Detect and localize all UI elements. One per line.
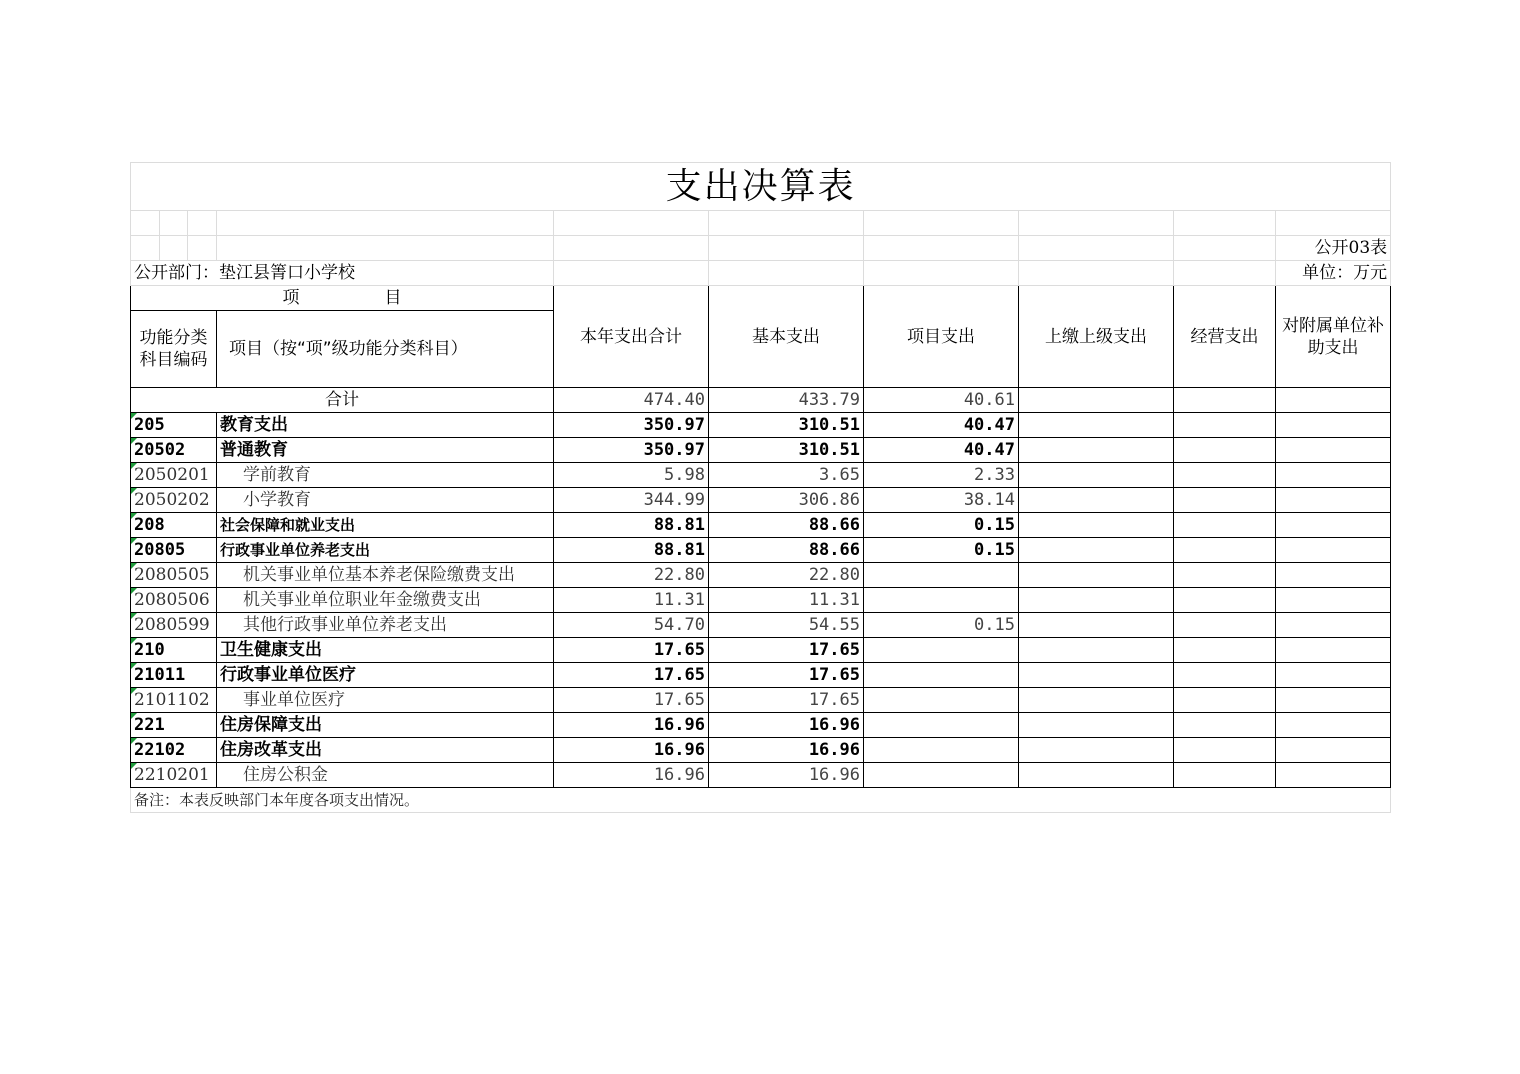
row-name: 社会保障和就业支出 [217, 513, 554, 538]
row-business [1174, 463, 1276, 488]
row-basic: 16.96 [709, 738, 864, 763]
row-basic: 11.31 [709, 588, 864, 613]
total-header: 本年支出合计 [554, 286, 709, 388]
row-subsidy [1276, 613, 1391, 638]
table-row [131, 738, 1391, 763]
row-upper [1019, 488, 1174, 513]
basic-header: 基本支出 [709, 286, 864, 388]
unit-label: 单位：万元 [1276, 261, 1391, 286]
row-basic: 17.65 [709, 688, 864, 713]
expenditure-sheet [130, 162, 1390, 813]
row-business [1174, 688, 1276, 713]
row-name: 住房改革支出 [217, 738, 554, 763]
row-subsidy [1276, 513, 1391, 538]
row-basic: 54.55 [709, 613, 864, 638]
row-project [864, 688, 1019, 713]
row-total: 16.96 [554, 713, 709, 738]
row-name: 住房保障支出 [217, 713, 554, 738]
row-total: 344.99 [554, 488, 709, 513]
row-total: 17.65 [554, 638, 709, 663]
row-upper [1019, 563, 1174, 588]
row-upper [1019, 663, 1174, 688]
item-group-header: 项 目 [131, 286, 554, 311]
row-code: 20502 [131, 438, 217, 463]
row-total: 88.81 [554, 538, 709, 563]
table-row [131, 463, 1391, 488]
row-code: 21011 [131, 663, 217, 688]
row-name: 事业单位医疗 [217, 688, 554, 713]
row-name: 行政事业单位养老支出 [217, 538, 554, 563]
row-upper [1019, 513, 1174, 538]
department-label: 公开部门：垫江县箐口小学校 [131, 261, 554, 286]
row-subsidy [1276, 738, 1391, 763]
row-project: 2.33 [864, 463, 1019, 488]
row-project: 40.47 [864, 438, 1019, 463]
row-subsidy [1276, 538, 1391, 563]
row-total: 54.70 [554, 613, 709, 638]
row-name: 行政事业单位医疗 [217, 663, 554, 688]
row-subsidy [1276, 638, 1391, 663]
row-name: 普通教育 [217, 438, 554, 463]
table-row [131, 713, 1391, 738]
row-project: 0.15 [864, 538, 1019, 563]
row-basic: 17.65 [709, 638, 864, 663]
row-subsidy [1276, 588, 1391, 613]
row-basic: 88.66 [709, 513, 864, 538]
row-subsidy [1276, 663, 1391, 688]
row-total: 17.65 [554, 663, 709, 688]
row-name: 机关事业单位基本养老保险缴费支出 [217, 563, 554, 588]
row-basic: 310.51 [709, 438, 864, 463]
page-title: 支出决算表 [131, 163, 1391, 211]
row-code: 2080505 [131, 563, 217, 588]
expenditure-table [130, 162, 1391, 813]
row-total: 16.96 [554, 763, 709, 788]
form-number: 公开03表 [1276, 236, 1391, 261]
table-row [131, 638, 1391, 663]
row-basic: 88.66 [709, 538, 864, 563]
row-business [1174, 488, 1276, 513]
row-business [1174, 738, 1276, 763]
row-name: 机关事业单位职业年金缴费支出 [217, 588, 554, 613]
row-upper [1019, 438, 1174, 463]
row-business [1174, 713, 1276, 738]
row-business [1174, 538, 1276, 563]
table-note: 备注：本表反映部门本年度各项支出情况。 [131, 788, 1391, 813]
row-name: 学前教育 [217, 463, 554, 488]
row-upper [1019, 638, 1174, 663]
row-total: 22.80 [554, 563, 709, 588]
row-basic: 306.86 [709, 488, 864, 513]
table-row [131, 663, 1391, 688]
row-subsidy [1276, 413, 1391, 438]
row-basic: 22.80 [709, 563, 864, 588]
row-subsidy [1276, 563, 1391, 588]
row-upper [1019, 463, 1174, 488]
row-project [864, 738, 1019, 763]
project-header: 项目支出 [864, 286, 1019, 388]
row-code: 208 [131, 513, 217, 538]
sum-basic: 433.79 [709, 388, 864, 413]
table-row [131, 763, 1391, 788]
row-total: 17.65 [554, 688, 709, 713]
row-code: 210 [131, 638, 217, 663]
row-subsidy [1276, 688, 1391, 713]
row-code: 2080506 [131, 588, 217, 613]
row-business [1174, 638, 1276, 663]
row-project [864, 763, 1019, 788]
row-code: 22102 [131, 738, 217, 763]
table-row [131, 688, 1391, 713]
row-total: 5.98 [554, 463, 709, 488]
business-header: 经营支出 [1174, 286, 1276, 388]
row-project [864, 588, 1019, 613]
row-business [1174, 438, 1276, 463]
code-header: 功能分类科目编码 [131, 311, 217, 388]
row-basic: 3.65 [709, 463, 864, 488]
row-business [1174, 613, 1276, 638]
row-project [864, 563, 1019, 588]
row-code: 205 [131, 413, 217, 438]
row-code: 2050201 [131, 463, 217, 488]
row-upper [1019, 413, 1174, 438]
row-subsidy [1276, 438, 1391, 463]
row-project: 38.14 [864, 488, 1019, 513]
row-name: 卫生健康支出 [217, 638, 554, 663]
table-row [131, 563, 1391, 588]
table-row [131, 538, 1391, 563]
row-business [1174, 513, 1276, 538]
row-project [864, 713, 1019, 738]
row-total: 350.97 [554, 438, 709, 463]
row-project [864, 663, 1019, 688]
row-project [864, 638, 1019, 663]
row-code: 2101102 [131, 688, 217, 713]
row-name: 其他行政事业单位养老支出 [217, 613, 554, 638]
row-code: 2080599 [131, 613, 217, 638]
row-upper [1019, 713, 1174, 738]
row-code: 2210201 [131, 763, 217, 788]
row-code: 2050202 [131, 488, 217, 513]
row-basic: 16.96 [709, 713, 864, 738]
row-total: 16.96 [554, 738, 709, 763]
row-business [1174, 588, 1276, 613]
upper-header: 上缴上级支出 [1019, 286, 1174, 388]
row-total: 350.97 [554, 413, 709, 438]
row-project: 0.15 [864, 513, 1019, 538]
row-project: 40.47 [864, 413, 1019, 438]
row-upper [1019, 613, 1174, 638]
row-total: 11.31 [554, 588, 709, 613]
row-upper [1019, 688, 1174, 713]
table-row [131, 438, 1391, 463]
row-business [1174, 763, 1276, 788]
name-header: 项目（按“项”级功能分类科目） [217, 311, 554, 388]
row-name: 教育支出 [217, 413, 554, 438]
row-business [1174, 413, 1276, 438]
row-name: 住房公积金 [217, 763, 554, 788]
sum-project: 40.61 [864, 388, 1019, 413]
table-row [131, 513, 1391, 538]
sum-total: 474.40 [554, 388, 709, 413]
subsidy-header: 对附属单位补助支出 [1276, 286, 1391, 388]
table-row [131, 488, 1391, 513]
table-row [131, 413, 1391, 438]
row-subsidy [1276, 763, 1391, 788]
table-row [131, 613, 1391, 638]
row-project: 0.15 [864, 613, 1019, 638]
sum-row-label: 合计 [131, 388, 554, 413]
row-basic: 17.65 [709, 663, 864, 688]
row-subsidy [1276, 488, 1391, 513]
row-upper [1019, 538, 1174, 563]
row-upper [1019, 738, 1174, 763]
row-name: 小学教育 [217, 488, 554, 513]
row-business [1174, 563, 1276, 588]
row-upper [1019, 763, 1174, 788]
row-subsidy [1276, 713, 1391, 738]
row-upper [1019, 588, 1174, 613]
table-row [131, 588, 1391, 613]
row-subsidy [1276, 463, 1391, 488]
row-total: 88.81 [554, 513, 709, 538]
row-basic: 16.96 [709, 763, 864, 788]
row-business [1174, 663, 1276, 688]
row-code: 20805 [131, 538, 217, 563]
row-basic: 310.51 [709, 413, 864, 438]
row-code: 221 [131, 713, 217, 738]
